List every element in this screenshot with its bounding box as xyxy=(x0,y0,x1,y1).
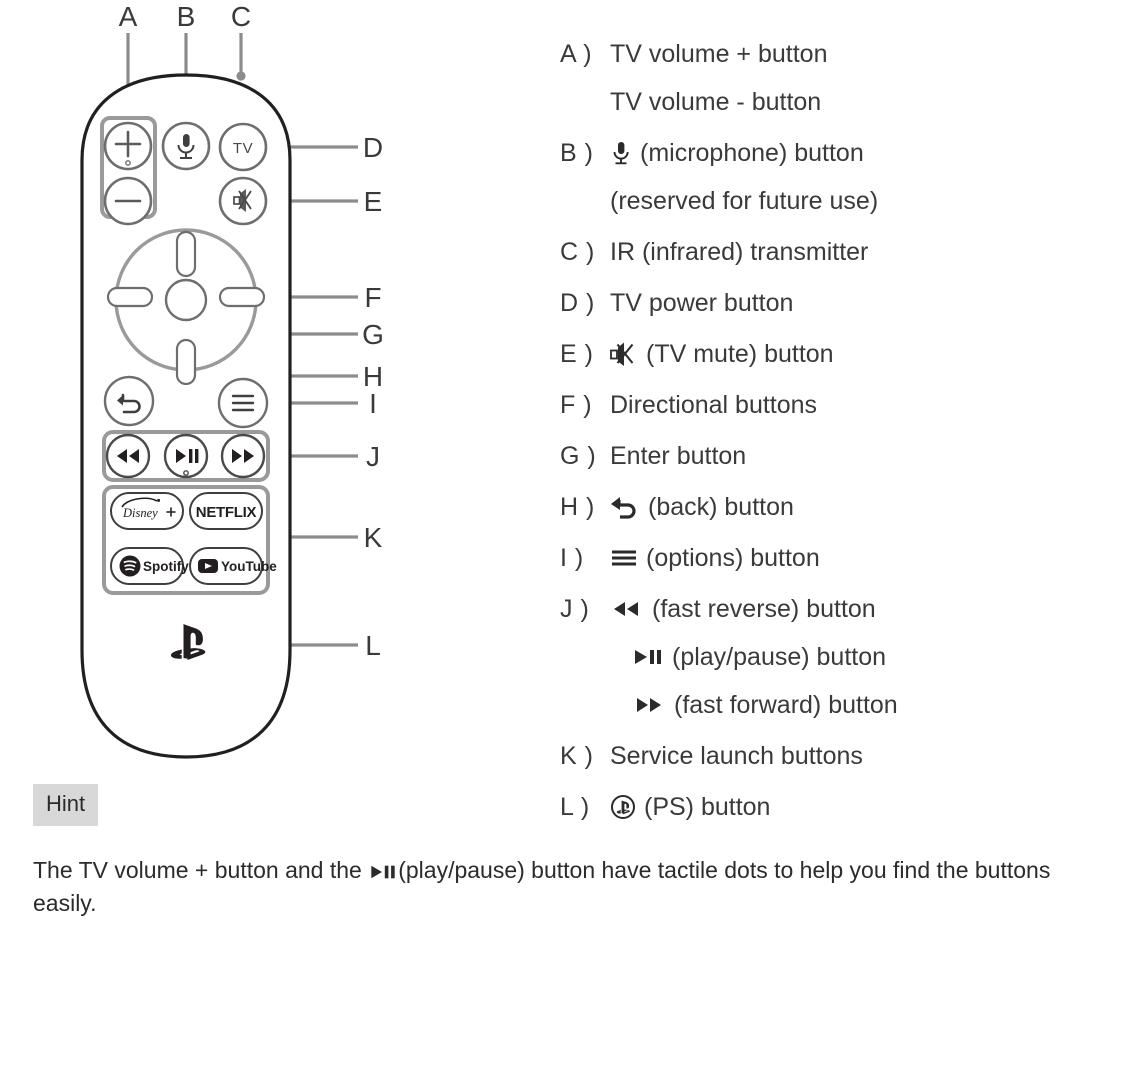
legend-item-a xyxy=(560,30,1120,126)
legend-key-f: F ) xyxy=(560,391,593,419)
legend-text-back: (back) button xyxy=(648,493,794,521)
dpad-up-button[interactable] xyxy=(177,232,195,276)
back-arrow-icon xyxy=(610,494,640,520)
legend-key-a: A ) xyxy=(560,40,593,68)
options-hamburger-icon xyxy=(610,546,638,570)
tv-power-label: TV xyxy=(232,140,254,157)
youtube-logo-icon xyxy=(198,559,218,573)
service-button-netflix[interactable] xyxy=(190,493,262,529)
fast-forward-button[interactable] xyxy=(222,435,264,477)
legend-key-h: H ) xyxy=(560,493,595,521)
hint-text xyxy=(33,854,1073,920)
fast-forward-circle[interactable] xyxy=(222,435,264,477)
legend-text-play-pause: (play/pause) button xyxy=(672,643,887,671)
tv-mute-icon xyxy=(610,341,638,367)
dpad-left-button[interactable] xyxy=(108,288,152,306)
callout-label-i: I xyxy=(369,388,377,419)
legend-list xyxy=(560,30,1120,834)
callout-label-b: B xyxy=(176,1,196,32)
legend-key-i: I ) xyxy=(560,544,584,572)
legend-line-a-1 xyxy=(610,30,1120,78)
fast-reverse-button[interactable] xyxy=(107,435,149,477)
legend-line-b-1 xyxy=(610,129,1120,177)
legend-line-h-1 xyxy=(610,483,1120,531)
hint-text-after: (play/pause) button have tactile dots to help you find the buttons easily. xyxy=(33,857,1051,916)
legend-item-j xyxy=(560,585,1120,729)
leader-dot-c xyxy=(236,71,245,80)
legend-item-i xyxy=(560,534,1120,582)
legend-key-j: J ) xyxy=(560,595,590,623)
hint-section xyxy=(33,784,1093,920)
hint-text-before: The TV volume + button and the xyxy=(33,857,362,883)
legend-item-b xyxy=(560,129,1120,225)
callout-label-l: L xyxy=(365,630,381,661)
fast-forward-icon xyxy=(632,695,666,715)
legend-key-c: C ) xyxy=(560,238,595,266)
legend-item-f xyxy=(560,381,1120,429)
remote-diagram-svg xyxy=(0,0,430,790)
play-pause-icon xyxy=(368,863,398,881)
tv-volume-down-button[interactable] xyxy=(105,178,151,224)
legend-key-g: G ) xyxy=(560,442,597,470)
legend-line-j-3 xyxy=(610,681,1120,729)
legend-line-a-2 xyxy=(610,78,1120,126)
service-button-spotify[interactable] xyxy=(111,548,189,584)
legend-text-directional: Directional buttons xyxy=(610,391,818,419)
legend-line-e-1 xyxy=(610,330,1120,378)
legend-item-e xyxy=(560,330,1120,378)
remote-diagram xyxy=(0,0,430,790)
legend-line-c-1 xyxy=(610,228,1120,276)
legend-key-d: D ) xyxy=(560,289,595,317)
callout-label-d: D xyxy=(362,132,384,163)
legend-text-ir-transmitter: IR (infrared) transmitter xyxy=(610,238,869,266)
legend-text-enter: Enter button xyxy=(610,442,747,470)
callout-label-h: H xyxy=(362,361,384,392)
legend-text-reserved: (reserved for future use) xyxy=(610,187,879,215)
netflix-wordmark: NETFLIX xyxy=(195,504,257,521)
legend-key-b: B ) xyxy=(560,139,594,167)
tv-power-button[interactable] xyxy=(220,124,266,170)
callout-label-a: A xyxy=(118,1,138,32)
hint-badge: Hint xyxy=(33,784,98,826)
legend-text-ps-button: (PS) button xyxy=(644,793,771,821)
legend-text-microphone: (microphone) button xyxy=(640,139,864,167)
callout-label-k: K xyxy=(363,522,383,553)
fast-reverse-circle[interactable] xyxy=(107,435,149,477)
options-button[interactable] xyxy=(219,379,267,427)
legend-text-options: (options) button xyxy=(646,544,820,572)
legend-line-j-2 xyxy=(610,633,1120,681)
fast-reverse-icon xyxy=(610,599,644,619)
legend-text-tv-power: TV power button xyxy=(610,289,794,317)
tv-mute-button[interactable] xyxy=(220,178,266,224)
legend-line-d-1 xyxy=(610,279,1120,327)
callout-label-g: G xyxy=(362,319,384,350)
microphone-icon xyxy=(610,140,632,166)
legend-line-k-1 xyxy=(610,732,1120,780)
back-button[interactable] xyxy=(105,377,153,425)
tv-volume-up-button[interactable] xyxy=(105,123,151,169)
legend-item-h xyxy=(560,483,1120,531)
play-pause-button[interactable] xyxy=(165,435,207,477)
legend-key-e: E ) xyxy=(560,340,594,368)
callout-label-e: E xyxy=(363,186,383,217)
legend-line-b-2 xyxy=(610,177,1120,225)
legend-text-fast-forward: (fast forward) button xyxy=(674,691,898,719)
legend-text-volume-down: TV volume - button xyxy=(610,88,822,116)
legend-item-g xyxy=(560,432,1120,480)
legend-line-i-1 xyxy=(610,534,1120,582)
legend-key-l: L ) xyxy=(560,793,590,821)
dpad-down-button[interactable] xyxy=(177,340,195,384)
legend-text-tv-mute: (TV mute) button xyxy=(646,340,834,368)
spotify-logo-icon xyxy=(120,556,141,577)
dpad-right-button[interactable] xyxy=(220,288,264,306)
svg-text:Disney: Disney xyxy=(123,506,158,520)
legend-text-service-launch: Service launch buttons xyxy=(610,742,863,770)
callout-label-f: F xyxy=(364,282,382,313)
legend-text-fast-reverse: (fast reverse) button xyxy=(652,595,876,623)
legend-line-g-1 xyxy=(610,432,1120,480)
legend-item-k xyxy=(560,732,1120,780)
legend-text-volume-up: TV volume + button xyxy=(610,40,828,68)
play-pause-icon xyxy=(632,647,664,667)
legend-line-j-1 xyxy=(610,585,1120,633)
service-button-disney-plus[interactable] xyxy=(111,493,183,529)
enter-button[interactable] xyxy=(166,280,206,320)
legend-key-k: K ) xyxy=(560,742,594,770)
callout-label-c: C xyxy=(230,1,252,32)
legend-item-c xyxy=(560,228,1120,276)
youtube-wordmark: YouTube xyxy=(221,559,277,574)
microphone-button[interactable] xyxy=(163,123,209,169)
callout-label-j: J xyxy=(366,441,380,472)
legend-item-d xyxy=(560,279,1120,327)
legend-line-f-1 xyxy=(610,381,1120,429)
spotify-wordmark: Spotify xyxy=(143,559,189,574)
